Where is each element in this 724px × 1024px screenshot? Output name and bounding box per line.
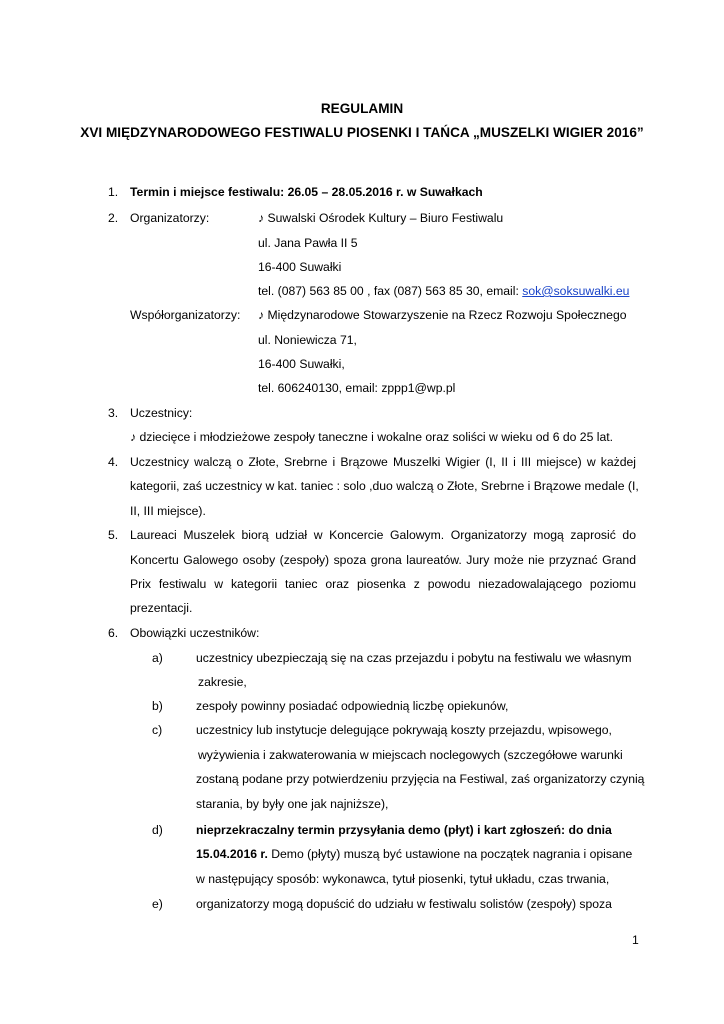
sub-d-line-2 [196, 846, 632, 862]
item-3-line-2: ♪ dziecięce i młodzieżowe zespoły taneczne i wokalne oraz soliści w wieku od 6 do 25 lat. [130, 430, 614, 444]
organizer-contact [258, 283, 629, 299]
item-4-line-2: kategorii, zaś uczestnicy w kat. taniec : solo ,duo walczą o Złote, Srebrne i Brązowe medale (I, [130, 479, 639, 493]
item-5-number: 5. [108, 528, 119, 542]
sub-b-line-1: zespoły powinny posiadać odpowiednią liczbę opiekunów, [196, 699, 509, 713]
item-6-number: 6. [108, 626, 119, 640]
coorganizer-contact: tel. 606240130, email: zppp1@wp.pl [258, 381, 456, 395]
item-4-line-3: II, III miejsce). [130, 504, 206, 518]
sub-d-line-2-rest: Demo (płyty) muszą być ustawione na początek nagrania i opisane [267, 847, 633, 861]
sub-a-line-1: uczestnicy ubezpieczają się na czas przejazdu i pobytu na festiwalu we własnym [196, 651, 632, 665]
item-5-line-1: Laureaci Muszelek biorą udział w Koncercie Galowym. Organizatorzy mogą zaprosić do [130, 528, 636, 542]
sub-a-letter: a) [152, 651, 163, 665]
item-5-line-3: Prix festiwalu w kategorii taniec oraz piosenka z powodu niezadowalającego poziomu [130, 577, 636, 591]
sub-b-letter: b) [152, 699, 163, 713]
sub-c-line-4: starania, by były one jak najniższe), [196, 797, 389, 811]
item-6-label: Obowiązki uczestników: [130, 626, 260, 640]
sub-d-letter: d) [152, 823, 163, 837]
coorganizer-street: ul. Noniewicza 71, [258, 333, 357, 347]
sub-c-line-2: wyżywienia i zakwaterowania w miejscach noclegowych (szczegółowe warunki [198, 748, 623, 762]
document-title: REGULAMIN [320, 101, 404, 116]
item-5-line-2: Koncertu Galowego osoby (zespoły) spoza grona laureatów. Jury może nie przyznać Grand [130, 553, 636, 567]
sub-d-deadline-date: 15.04.2016 r. [196, 847, 268, 861]
sub-c-line-1: uczestnicy lub instytucje delegujące pokrywają koszty przejazdu, wpisowego, [196, 723, 612, 737]
item-2-number: 2. [108, 211, 119, 225]
organizer-city: 16-400 Suwałki [258, 260, 342, 274]
item-1-text: Termin i miejsce festiwalu: 26.05 – 28.05.2016 r. w Suwałkach [130, 185, 483, 199]
item-4-number: 4. [108, 455, 119, 469]
organizer-name: ♪ Suwalski Ośrodek Kultury – Biuro Festiwalu [258, 211, 504, 225]
sub-a-line-2: zakresie, [198, 675, 247, 689]
sub-e-letter: e) [152, 897, 163, 911]
item-3-number: 3. [108, 406, 119, 420]
coorganizer-name: ♪ Międzynarodowe Stowarzyszenie na Rzecz Rozwoju Społecznego [258, 308, 627, 322]
organizer-contact-text: tel. (087) 563 85 00 , fax (087) 563 85 30, email: [258, 284, 523, 298]
item-1-number: 1. [108, 185, 119, 199]
coorganizers-label: Współorganizatorzy: [130, 308, 241, 322]
item-5-line-4: prezentacji. [130, 601, 193, 615]
sub-c-letter: c) [152, 723, 163, 737]
organizer-street: ul. Jana Pawła II 5 [258, 236, 358, 250]
organizers-label: Organizatorzy: [130, 211, 210, 225]
coorganizer-city: 16-400 Suwałki, [258, 357, 345, 371]
sub-d-line-1: nieprzekraczalny termin przysyłania demo (płyt) i kart zgłoszeń: do dnia [196, 823, 612, 837]
sub-c-line-3: zostaną podane przy potwierdzeniu przyjęcia na Festiwal, zaś organizatorzy czynią [196, 772, 645, 786]
item-3-line-1: Uczestnicy: [130, 406, 193, 420]
organizer-email-link[interactable]: sok@soksuwalki.eu [522, 284, 630, 298]
sub-e-line-1: organizatorzy mogą dopuścić do udziału w festiwalu solistów (zespoły) spoza [196, 897, 612, 911]
item-4-line-1: Uczestnicy walczą o Złote, Srebrne i Brązowe Muszelki Wigier (I, II i III miejsce) w każdej [130, 455, 636, 469]
page-number: 1 [632, 933, 639, 947]
sub-d-line-3: w następujący sposób: wykonawca, tytuł piosenki, tytuł układu, czas trwania, [196, 872, 610, 886]
document-subtitle: XVI MIĘDZYNARODOWEGO FESTIWALU PIOSENKI I TAŃCA „MUSZELKI WIGIER 2016” [80, 125, 644, 140]
